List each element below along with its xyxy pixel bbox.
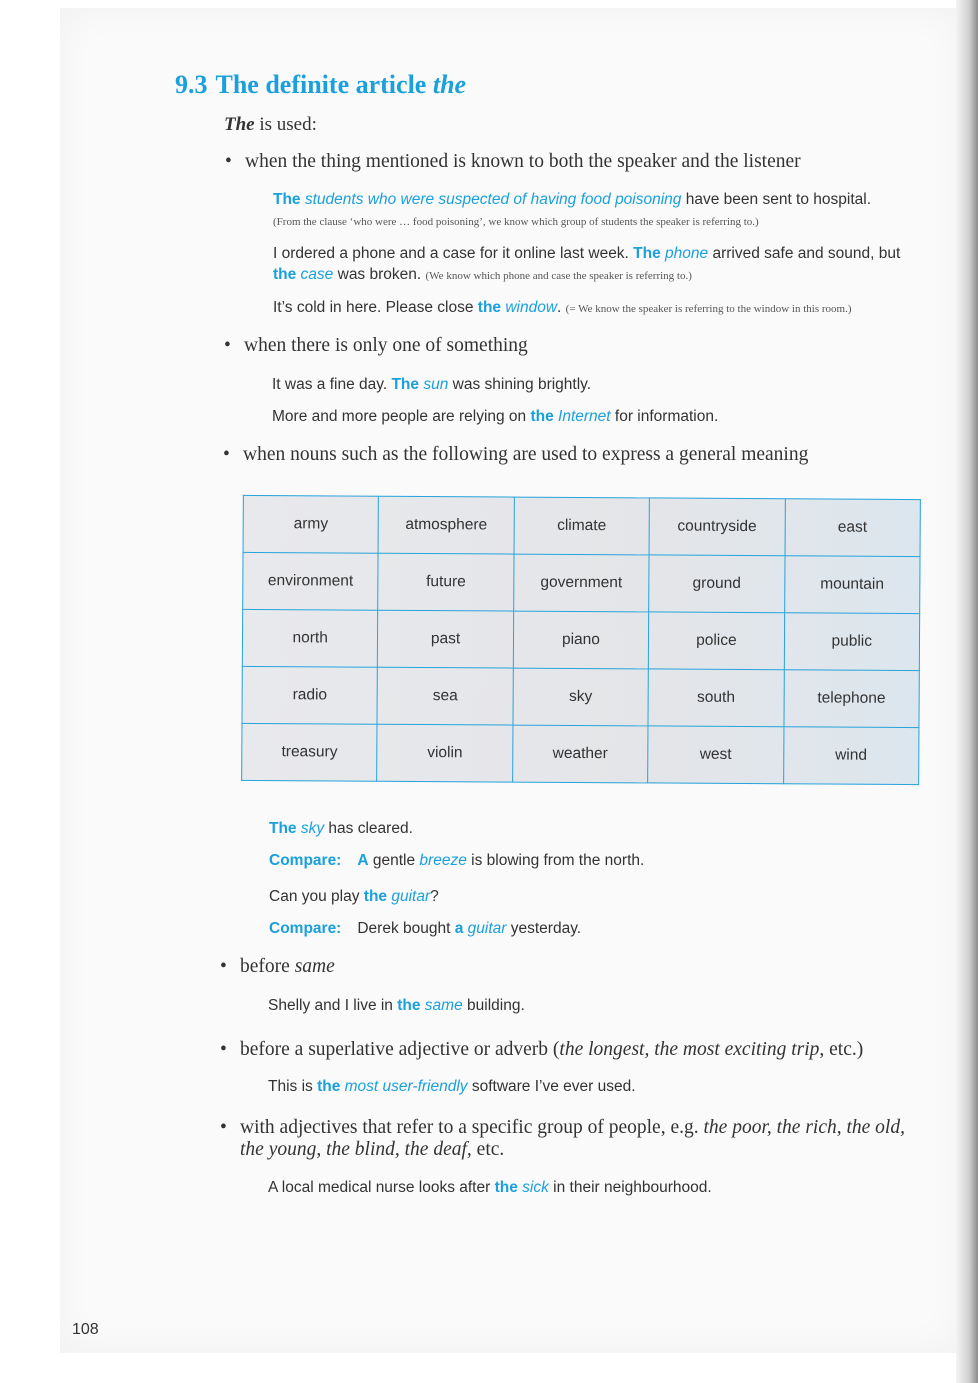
- bullet-text: when there is only one of something: [244, 335, 528, 356]
- example-text: gentle: [368, 852, 420, 869]
- section-number: 9.3: [175, 70, 208, 99]
- page-number: 108: [72, 1321, 99, 1338]
- table-cell: police: [648, 612, 784, 670]
- example-noun: same: [420, 997, 463, 1014]
- bullet-text: before a superlative adjective or adverb (: [240, 1039, 560, 1060]
- intro-rest: is used:: [254, 114, 317, 135]
- example-noun: sky: [296, 820, 325, 837]
- example-window: [273, 297, 923, 320]
- table-cell: sky: [513, 668, 649, 726]
- example-text: Shelly and I live in: [268, 997, 398, 1014]
- table-cell: environment: [243, 552, 379, 610]
- example-article: A: [357, 852, 369, 869]
- example-text: have been sent to hospital.: [681, 191, 872, 208]
- example-article: The: [273, 191, 301, 208]
- example-noun: Internet: [553, 408, 611, 425]
- example-text: is blowing from the north.: [466, 852, 645, 869]
- example-noun: phone: [660, 245, 709, 262]
- example-most-user-friendly: [268, 1076, 636, 1097]
- example-sky: [269, 818, 413, 839]
- example-noun: most user-friendly: [340, 1078, 468, 1095]
- table-row: [243, 495, 920, 556]
- example-article: the: [494, 1179, 518, 1196]
- example-text: Can you play: [269, 888, 364, 905]
- example-text: for information.: [610, 408, 719, 425]
- example-article: the: [363, 888, 388, 905]
- table-cell: north: [242, 609, 378, 667]
- example-note: (= We know the speaker is referring to the window in this room.): [565, 303, 852, 315]
- example-article: the: [397, 997, 421, 1014]
- example-article: the: [273, 266, 297, 283]
- table-cell: mountain: [784, 556, 920, 614]
- example-text: It was a fine day.: [272, 376, 392, 393]
- section-title: [175, 70, 466, 100]
- table-cell: violin: [377, 724, 513, 782]
- example-text: in their neighbourhood.: [548, 1179, 712, 1196]
- example-noun: guitar: [463, 920, 507, 937]
- bullet-dot: •: [225, 151, 232, 172]
- bullet-text: when nouns such as the following are used to express a general meaning: [243, 444, 809, 465]
- example-article: The: [633, 245, 661, 262]
- example-text: Derek bought: [357, 920, 455, 937]
- table-cell: treasury: [242, 723, 378, 781]
- example-article: the: [477, 299, 502, 316]
- example-text: It’s cold in here. Please close: [273, 299, 478, 316]
- table-cell: south: [648, 669, 784, 727]
- table-cell: radio: [242, 666, 378, 724]
- title-italic: the: [432, 70, 467, 99]
- bullet-only-one: [224, 335, 528, 357]
- example-compare-breeze: [269, 850, 644, 871]
- table-cell: countryside: [649, 498, 785, 556]
- example-phone: [273, 243, 918, 287]
- page-edge-shadow: [956, 0, 978, 1383]
- example-text: A local medical nurse looks after: [268, 1179, 495, 1196]
- bullet-text: when the thing mentioned is known to both the speaker and the listener: [245, 151, 801, 172]
- example-sun: [272, 374, 591, 395]
- example-internet: [272, 406, 718, 427]
- table-cell: public: [784, 613, 920, 671]
- example-text: This is: [268, 1078, 318, 1095]
- example-text: .: [557, 299, 562, 316]
- example-text: has cleared.: [324, 820, 413, 837]
- intro-line: [224, 114, 317, 136]
- example-text: yesterday.: [506, 920, 582, 937]
- example-text: building.: [462, 997, 525, 1014]
- table-cell: sea: [377, 667, 513, 725]
- example-noun: sun: [419, 376, 449, 393]
- example-article: The: [391, 376, 420, 393]
- bullet-dot: •: [223, 444, 230, 465]
- example-noun: window: [501, 299, 558, 316]
- bullet-italic: the poor, the rich, the old,: [703, 1117, 905, 1138]
- table-cell: ground: [649, 555, 785, 613]
- title-text: The definite article: [215, 70, 427, 99]
- bullet-group-of-people: [220, 1117, 930, 1161]
- table-row: [243, 552, 920, 613]
- example-text: arrived safe and sound, but: [708, 245, 901, 262]
- example-same: [268, 995, 525, 1016]
- example-article: the: [317, 1078, 341, 1095]
- example-text: More and more people are relying on: [272, 408, 531, 425]
- table-cell: past: [378, 610, 514, 668]
- table-cell: wind: [783, 727, 919, 785]
- table-cell: west: [648, 726, 784, 784]
- example-text: was broken.: [333, 266, 422, 283]
- table-cell: weather: [512, 725, 648, 783]
- example-noun: case: [296, 266, 334, 283]
- example-article: The: [269, 820, 297, 837]
- example-noun: students who were suspected of having food poisoning: [300, 191, 682, 208]
- table-row: [242, 723, 919, 784]
- table-cell: telephone: [784, 670, 920, 728]
- example-text: ?: [430, 888, 439, 905]
- table-cell: piano: [513, 611, 649, 669]
- example-sick: [268, 1177, 712, 1198]
- table-cell: future: [378, 553, 514, 611]
- example-compare-guitar: [269, 918, 581, 939]
- bullet-before-same: [220, 956, 335, 978]
- example-noun: breeze: [419, 852, 467, 869]
- bullet-dot: •: [220, 1039, 227, 1060]
- table-cell: climate: [514, 497, 650, 555]
- bullet-text: etc.: [471, 1139, 505, 1160]
- example-note: (From the clause ‘who were … food poisoning’, we know which group of students the speaker is referring to.): [273, 216, 759, 228]
- bullet-italic: same: [294, 956, 335, 977]
- example-guitar: [269, 886, 439, 907]
- bullet-text: , etc.): [819, 1039, 864, 1060]
- bullet-known-to-both: [225, 151, 801, 173]
- intro-lead: The: [224, 114, 255, 135]
- table-cell: east: [785, 499, 921, 557]
- example-article: the: [530, 408, 554, 425]
- table-cell: government: [513, 554, 649, 612]
- example-students: [273, 189, 918, 233]
- bullet-italic: the young, the blind, the deaf,: [240, 1139, 472, 1160]
- bullet-italic: the longest, the most exciting trip: [559, 1039, 820, 1060]
- example-note: (We know which phone and case the speaker is referring to.): [425, 270, 692, 282]
- example-text: was shining brightly.: [448, 376, 592, 393]
- compare-label: Compare:: [269, 920, 342, 937]
- example-noun: sick: [517, 1179, 549, 1196]
- example-article: a: [454, 920, 464, 937]
- example-text: software I’ve ever used.: [467, 1078, 636, 1095]
- bullet-text: before: [240, 956, 295, 977]
- example-text: I ordered a phone and a case for it online last week.: [273, 245, 634, 262]
- bullet-general-meaning: [223, 444, 809, 466]
- table-row: [242, 609, 919, 670]
- table-cell: atmosphere: [378, 496, 514, 554]
- bullet-dot: •: [224, 335, 231, 356]
- bullet-dot: •: [220, 1117, 227, 1138]
- nouns-table: [241, 495, 921, 785]
- bullet-dot: •: [220, 956, 227, 977]
- table-row: [242, 666, 919, 727]
- compare-label: Compare:: [269, 852, 342, 869]
- bullet-text: with adjectives that refer to a specific group of people, e.g.: [240, 1117, 704, 1138]
- example-noun: guitar: [387, 888, 431, 905]
- table-cell: army: [243, 495, 379, 553]
- bullet-superlative: [220, 1039, 864, 1061]
